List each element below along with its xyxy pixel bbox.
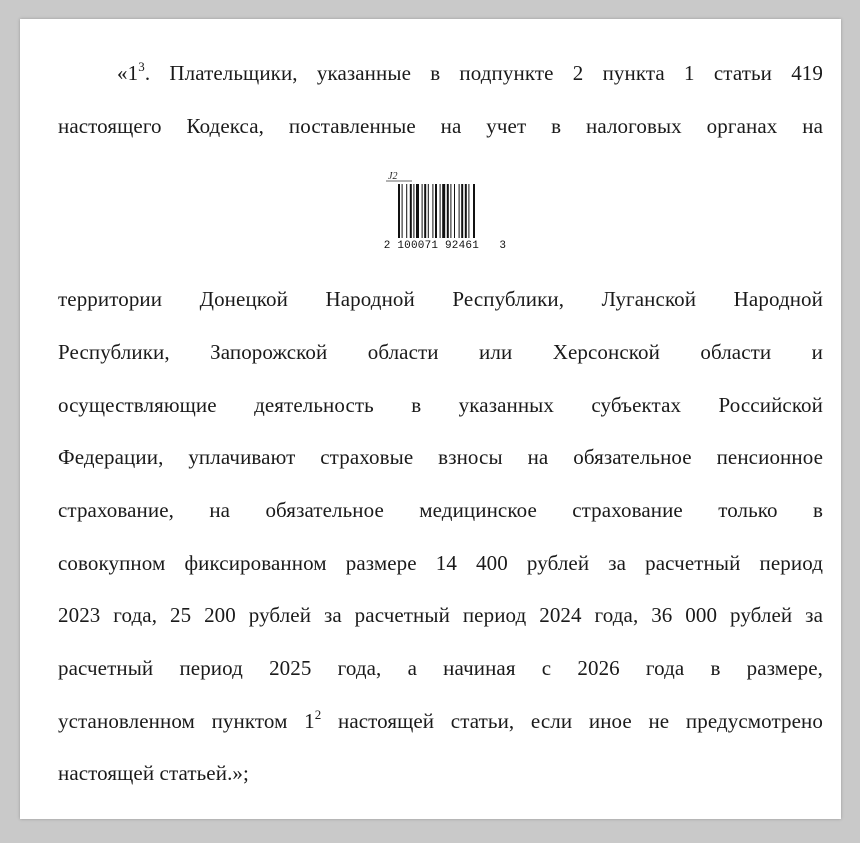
barcode-bar: [402, 184, 403, 238]
barcode-bar: [428, 184, 429, 238]
text-line: Республики, Запорожской области или Херсонской области и: [58, 340, 823, 364]
barcode-bar: [413, 184, 414, 238]
barcode-bar: [432, 184, 433, 238]
barcode-bar: [447, 184, 449, 238]
text-line: «$1^3$. Плательщики, указанные в подпункте 2 пункта 1 статьи 419: [117, 59, 823, 85]
text-line: осуществляющие деятельность в указанных субъектах Российской: [58, 393, 823, 417]
document-page: [20, 19, 841, 819]
text-line: расчетный период 2025 года, а начиная с 2026 года в размере,: [58, 656, 823, 680]
barcode-bar: [424, 184, 426, 238]
text-line: Федерации, уплачивают страховые взносы на обязательное пенсионное: [58, 445, 823, 469]
barcode-bar: [398, 184, 400, 238]
text-line: установленном пунктом $1^2$ настоящей статьи, если иное не предусмотрено: [58, 707, 823, 733]
barcode-bar: [435, 184, 437, 238]
barcode-bar: [442, 184, 445, 238]
barcode-number: 2 100071 92461 3: [383, 240, 507, 252]
text-line: настоящей статьей.»;: [58, 761, 249, 785]
barcode-bar: [459, 184, 460, 238]
barcode-bars: [370, 164, 520, 244]
text-line: территории Донецкой Народной Республики, Луганской Народной: [58, 287, 823, 311]
barcode-bar: [468, 184, 469, 238]
barcode-bar: [450, 184, 451, 238]
barcode-mark: J2: [388, 171, 398, 182]
barcode-bar: [416, 184, 419, 238]
barcode-bar: [440, 184, 441, 238]
text-line: настоящего Кодекса, поставленные на учет в налоговых органах на: [58, 114, 823, 138]
barcode-bar: [473, 184, 475, 238]
barcode-bar: [454, 184, 455, 238]
text-line: страхование, на обязательное медицинское страхование только в: [58, 498, 823, 522]
text-line: совокупном фиксированном размере 14 400 рублей за расчетный период: [58, 551, 823, 575]
barcode-bar: [461, 184, 463, 238]
barcode-bar: [465, 184, 467, 238]
barcode-bar: [406, 184, 407, 238]
barcode-bar: [422, 184, 423, 238]
barcode: [370, 164, 520, 259]
barcode-bar: [410, 184, 412, 238]
text-line: 2023 года, 25 200 рублей за расчетный период 2024 года, 36 000 рублей за: [58, 603, 823, 627]
